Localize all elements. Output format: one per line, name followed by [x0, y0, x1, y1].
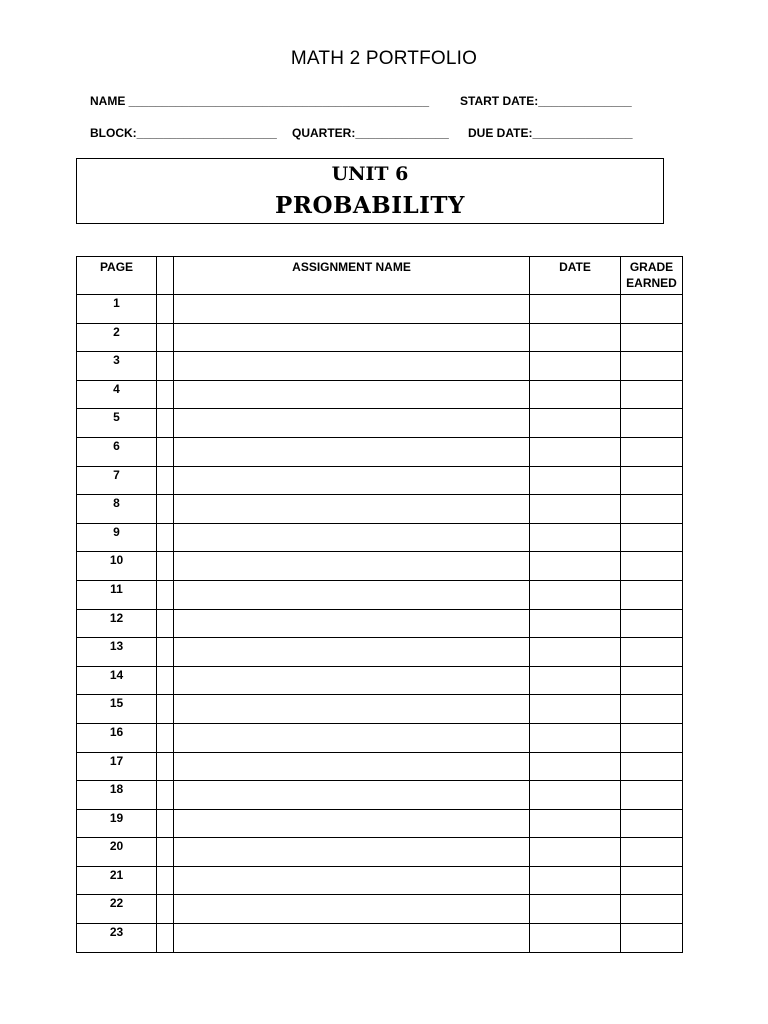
grade-cell[interactable] [621, 437, 683, 466]
grade-cell[interactable] [621, 409, 683, 438]
assignment-name-cell[interactable] [174, 323, 530, 352]
page-number: 3 [113, 353, 120, 368]
assignment-name-cell[interactable] [174, 409, 530, 438]
grade-cell[interactable] [621, 380, 683, 409]
page-number: 7 [113, 467, 120, 482]
page-number-cell [77, 323, 157, 352]
grade-cell[interactable] [621, 323, 683, 352]
spacer-cell [157, 523, 174, 552]
assignment-table [76, 256, 683, 953]
spacer-cell [157, 495, 174, 524]
table-row [77, 295, 683, 324]
assignment-name-cell[interactable] [174, 895, 530, 924]
page-number: 1 [113, 296, 120, 310]
assignment-name-cell[interactable] [174, 924, 530, 953]
table-header-row [77, 257, 683, 295]
table-row [77, 323, 683, 352]
table-row [77, 352, 683, 381]
assignment-name-cell[interactable] [174, 838, 530, 867]
grade-header-line1: GRADE [629, 260, 674, 274]
page-number: 20 [109, 839, 124, 854]
assignment-name-cell[interactable] [174, 781, 530, 810]
date-cell[interactable] [530, 609, 621, 638]
page-column-header: PAGE [77, 257, 157, 295]
page-number-cell [77, 609, 157, 638]
table-row [77, 695, 683, 724]
page-number-cell [77, 723, 157, 752]
page-number: 12 [109, 610, 124, 625]
page-number: 8 [113, 496, 120, 511]
page-number-cell [77, 895, 157, 924]
page-number: 9 [113, 524, 120, 539]
grade-cell[interactable] [621, 609, 683, 638]
page-number-cell [77, 409, 157, 438]
table-row [77, 609, 683, 638]
grade-header-line2: EARNED [626, 276, 677, 290]
page-number: 22 [109, 896, 124, 911]
spacer-cell [157, 552, 174, 581]
table-row [77, 466, 683, 495]
page-number: 4 [113, 381, 120, 396]
table-body [77, 295, 683, 953]
assignment-name-cell[interactable] [174, 295, 530, 324]
date-cell[interactable] [530, 580, 621, 609]
page-number: 2 [113, 324, 120, 339]
name-field[interactable]: NAME _____________________________________________ [90, 94, 429, 108]
table-row [77, 895, 683, 924]
assignment-name-cell[interactable] [174, 495, 530, 524]
page-number-cell [77, 437, 157, 466]
grade-cell[interactable] [621, 838, 683, 867]
page-number-cell [77, 495, 157, 524]
date-cell[interactable] [530, 638, 621, 667]
page-number: 13 [109, 639, 124, 654]
spacer-cell [157, 295, 174, 324]
unit-number: UNIT 6 [331, 163, 409, 185]
date-cell[interactable] [530, 809, 621, 838]
date-cell[interactable] [530, 752, 621, 781]
date-cell[interactable] [530, 409, 621, 438]
page-number: 17 [109, 753, 124, 768]
page-number-cell [77, 638, 157, 667]
spacer-cell [157, 924, 174, 953]
unit-topic: PROBABILITY [275, 192, 465, 219]
spacer-cell [157, 838, 174, 867]
grade-cell[interactable] [621, 752, 683, 781]
assignment-column-header: ASSIGNMENT NAME [174, 257, 530, 295]
table-row [77, 809, 683, 838]
grade-cell[interactable] [621, 295, 683, 324]
page-number-cell [77, 752, 157, 781]
spacer-cell [157, 352, 174, 381]
table-row [77, 723, 683, 752]
page-number: 19 [109, 810, 124, 825]
date-cell[interactable] [530, 695, 621, 724]
grade-column-header [621, 257, 683, 295]
date-cell[interactable] [530, 838, 621, 867]
grade-cell[interactable] [621, 895, 683, 924]
table-row [77, 752, 683, 781]
date-cell[interactable] [530, 380, 621, 409]
date-cell[interactable] [530, 495, 621, 524]
grade-cell[interactable] [621, 781, 683, 810]
assignment-name-cell[interactable] [174, 523, 530, 552]
page-number-cell [77, 809, 157, 838]
page-number-cell [77, 552, 157, 581]
date-cell[interactable] [530, 781, 621, 810]
spacer-cell [157, 723, 174, 752]
date-cell[interactable] [530, 323, 621, 352]
date-cell[interactable] [530, 666, 621, 695]
unit-title-box [76, 158, 664, 224]
page-number: 11 [110, 581, 123, 596]
spacer-cell [157, 409, 174, 438]
page-number-cell [77, 466, 157, 495]
spacer-cell [157, 638, 174, 667]
assignment-name-cell[interactable] [174, 580, 530, 609]
page-number: 16 [109, 724, 124, 739]
spacer-column-header [157, 257, 174, 295]
page-number-cell [77, 380, 157, 409]
table-row [77, 552, 683, 581]
table-row [77, 437, 683, 466]
date-cell[interactable] [530, 437, 621, 466]
grade-cell[interactable] [621, 523, 683, 552]
page-number: 6 [113, 438, 120, 453]
page-title: MATH 2 PORTFOLIO [290, 48, 478, 69]
quarter-field[interactable]: QUARTER:______________ [292, 126, 449, 140]
date-cell[interactable] [530, 523, 621, 552]
table-row [77, 924, 683, 953]
assignment-name-cell[interactable] [174, 609, 530, 638]
date-cell[interactable] [530, 295, 621, 324]
block-field[interactable]: BLOCK:_____________________ [90, 126, 277, 140]
spacer-cell [157, 752, 174, 781]
assignment-name-cell[interactable] [174, 666, 530, 695]
page-number-cell [77, 866, 157, 895]
table-row [77, 666, 683, 695]
assignment-name-cell[interactable] [174, 352, 530, 381]
table-row [77, 409, 683, 438]
date-cell[interactable] [530, 924, 621, 953]
grade-cell[interactable] [621, 580, 683, 609]
spacer-cell [157, 781, 174, 810]
due-date-field[interactable]: DUE DATE:_______________ [468, 126, 633, 140]
spacer-cell [157, 466, 174, 495]
assignment-name-cell[interactable] [174, 809, 530, 838]
grade-cell[interactable] [621, 352, 683, 381]
page-number-cell [77, 352, 157, 381]
grade-cell[interactable] [621, 695, 683, 724]
page-number-cell [77, 838, 157, 867]
spacer-cell [157, 809, 174, 838]
assignment-name-cell[interactable] [174, 638, 530, 667]
page-number-cell [77, 295, 157, 324]
page-number: 5 [113, 410, 120, 425]
page-number: 14 [109, 667, 124, 682]
spacer-cell [157, 895, 174, 924]
grade-cell[interactable] [621, 809, 683, 838]
assignment-name-cell[interactable] [174, 723, 530, 752]
table-row [77, 781, 683, 810]
date-cell[interactable] [530, 466, 621, 495]
grade-cell[interactable] [621, 666, 683, 695]
spacer-cell [157, 866, 174, 895]
grade-cell[interactable] [621, 638, 683, 667]
date-cell[interactable] [530, 552, 621, 581]
page-number-cell [77, 666, 157, 695]
spacer-cell [157, 323, 174, 352]
page-number: 10 [109, 553, 124, 568]
table-row [77, 380, 683, 409]
page-number: 23 [109, 925, 124, 940]
assignment-name-cell[interactable] [174, 752, 530, 781]
spacer-cell [157, 695, 174, 724]
date-cell[interactable] [530, 895, 621, 924]
date-cell[interactable] [530, 723, 621, 752]
grade-cell[interactable] [621, 552, 683, 581]
page-number: 21 [109, 867, 124, 882]
table-row [77, 580, 683, 609]
page-number-cell [77, 924, 157, 953]
page-number: 18 [109, 782, 124, 797]
grade-cell[interactable] [621, 924, 683, 953]
spacer-cell [157, 437, 174, 466]
grade-cell[interactable] [621, 723, 683, 752]
grade-cell[interactable] [621, 495, 683, 524]
table-row [77, 838, 683, 867]
assignment-name-cell[interactable] [174, 466, 530, 495]
page-number-cell [77, 580, 157, 609]
assignment-name-cell[interactable] [174, 437, 530, 466]
grade-cell[interactable] [621, 466, 683, 495]
spacer-cell [157, 666, 174, 695]
grade-cell[interactable] [621, 866, 683, 895]
page-number-cell [77, 781, 157, 810]
spacer-cell [157, 380, 174, 409]
assignment-name-cell[interactable] [174, 552, 530, 581]
table-row [77, 523, 683, 552]
page-number-cell [77, 695, 157, 724]
assignment-name-cell[interactable] [174, 695, 530, 724]
start-date-field[interactable]: START DATE:______________ [460, 94, 632, 108]
date-column-header: DATE [530, 257, 621, 295]
page-number: 15 [109, 696, 124, 711]
date-cell[interactable] [530, 352, 621, 381]
spacer-cell [157, 609, 174, 638]
assignment-name-cell[interactable] [174, 380, 530, 409]
date-cell[interactable] [530, 866, 621, 895]
page-number-cell [77, 523, 157, 552]
spacer-cell [157, 580, 174, 609]
assignment-name-cell[interactable] [174, 866, 530, 895]
table-row [77, 866, 683, 895]
table-row [77, 495, 683, 524]
table-row [77, 638, 683, 667]
